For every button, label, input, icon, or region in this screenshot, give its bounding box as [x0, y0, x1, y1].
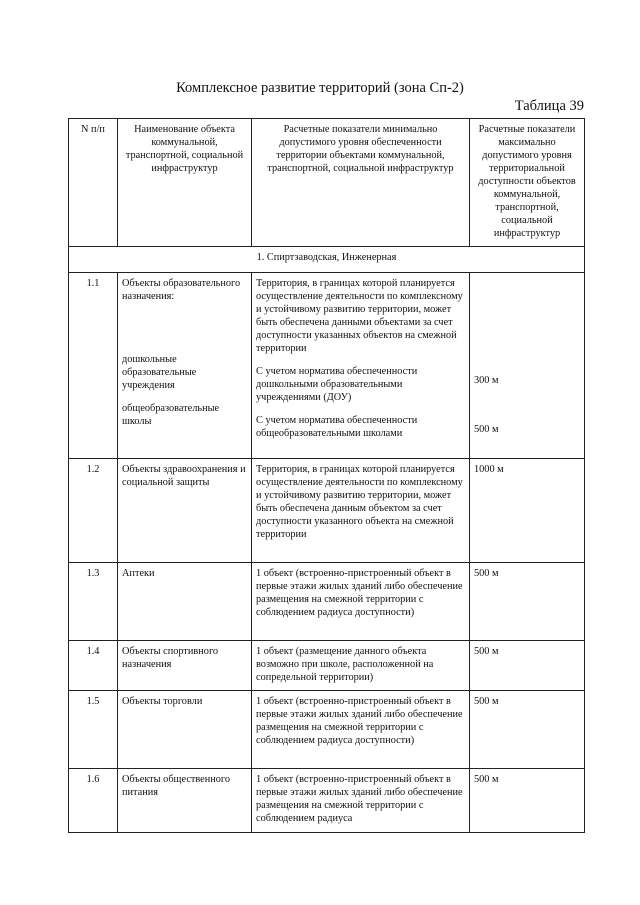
section-title: 1. Спиртзаводская, Инженерная: [69, 247, 585, 273]
row-num: 1.4: [69, 641, 118, 691]
row-name: Объекты общественного питания: [118, 769, 252, 833]
row-min: Территория, в границах которой планируется осуществление деятельности по комплексному и устойчивому развитию территории, может быть обеспечена данным объектом за счет доступности указанного объекта на смежной территории: [252, 459, 470, 563]
section-row: [69, 247, 585, 273]
row-max: [470, 273, 585, 459]
row-min-main: Территория, в границах которой планируется осуществление деятельности по комплексному и устойчивому развитию территории, может быть обеспечена данными объектами за счет доступности указанных объектов на смежной территории: [256, 278, 463, 354]
row-min: 1 объект (встроенно-пристроенный объект в первые этажи жилых зданий либо обеспечение размещения на смежной территории с соблюдением радиуса: [252, 769, 470, 833]
header-max: Расчетные показатели максимально допустимого уровня территориальной доступности объектов коммунальной, транспортной, социальной инфраструктур: [470, 119, 585, 247]
row-name: Объекты торговли: [118, 691, 252, 769]
row-name: Объекты спортивного назначения: [118, 641, 252, 691]
norms-table: [68, 118, 585, 833]
row-max-sub1: 300 м: [474, 375, 499, 386]
table-row: [69, 641, 585, 691]
row-name: Аптеки: [118, 563, 252, 641]
table-row: [69, 563, 585, 641]
table-row: [69, 769, 585, 833]
row-min-sub2: С учетом норматива обеспеченности общеобразовательными школами: [256, 415, 418, 439]
header-name: Наименование объекта коммунальной, транспортной, социальной инфраструктур: [118, 119, 252, 247]
row-max: 1000 м: [470, 459, 585, 563]
row-name: Объекты здравоохранения и социальной защиты: [118, 459, 252, 563]
row-max: 500 м: [470, 691, 585, 769]
table-row: [69, 691, 585, 769]
row-name-sub2: общеобразовательные школы: [122, 403, 220, 427]
row-min: 1 объект (встроенно-пристроенный объект в первые этажи жилых зданий либо обеспечение размещения на смежной территории с соблюдением радиуса доступности): [252, 563, 470, 641]
table-row: [69, 459, 585, 563]
row-max-sub2: 500 м: [474, 424, 499, 435]
row-name-main: Объекты образовательного назначения:: [122, 278, 241, 302]
row-num: 1.3: [69, 563, 118, 641]
header-min: Расчетные показатели минимально допустимого уровня обеспеченности территории объектами коммунальной, транспортной, социальной инфраструктур: [252, 119, 470, 247]
row-name-sub1: дошкольные образовательные учреждения: [122, 354, 197, 391]
row-max: 500 м: [470, 641, 585, 691]
table-row: [69, 273, 585, 459]
row-num: 1.6: [69, 769, 118, 833]
row-min-sub1: С учетом норматива обеспеченности дошкольными образовательными учреждениями (ДОУ): [256, 366, 418, 403]
table-number: Таблица 39: [514, 98, 584, 114]
table-header-row: [69, 119, 585, 247]
row-name: [118, 273, 252, 459]
row-num: 1.1: [69, 273, 118, 459]
row-min: 1 объект (встроенно-пристроенный объект в первые этажи жилых зданий либо обеспечение размещения на смежной территории с соблюдением радиуса доступности): [252, 691, 470, 769]
row-min: 1 объект (размещение данного объекта возможно при школе, расположенной на сопредельной территории): [252, 641, 470, 691]
row-num: 1.5: [69, 691, 118, 769]
document-title: Комплексное развитие территорий (зона Сп-2): [176, 80, 464, 96]
header-num: N п/п: [69, 119, 118, 247]
row-min: [252, 273, 470, 459]
row-max: 500 м: [470, 769, 585, 833]
row-num: 1.2: [69, 459, 118, 563]
row-max: 500 м: [470, 563, 585, 641]
